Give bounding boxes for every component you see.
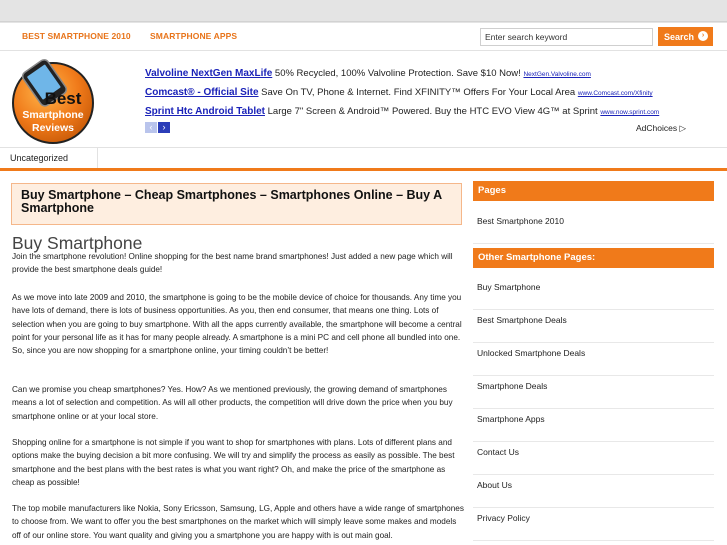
ad-row	[145, 87, 653, 98]
ad-url-link[interactable]: NextGen.Valvoline.com	[523, 71, 591, 78]
sidebar-item-privacy-policy[interactable]: Privacy Policy	[473, 508, 714, 541]
logo-line-1: Best	[44, 89, 82, 108]
top-strip	[0, 0, 727, 22]
sidebar-other-heading: Other Smartphone Pages:	[473, 248, 714, 268]
sidebar-item-unlocked-smartphone-deals[interactable]: Unlocked Smartphone Deals	[473, 343, 714, 376]
sidebar-item-contact-us[interactable]: Contact Us	[473, 442, 714, 475]
paragraph: The top mobile manufacturers like Nokia, Sony Ericsson, Samsung, LG, Apple and others have a wide range of smartphones to choose from. We want to offer you the best smartphones on the market which will simply leave some makes and models off of our online store. You want quality and giving you a smartphone you are happy with is out main goal.	[12, 504, 464, 540]
search-button[interactable]	[658, 27, 713, 46]
sidebar-item-best-smartphone-2010[interactable]: Best Smartphone 2010	[473, 211, 714, 244]
adchoices-label[interactable]: AdChoices ▷	[636, 123, 687, 133]
ad-text: 50% Recycled, 100% Valvoline Protection. Save $10 Now!	[272, 68, 524, 79]
section-heading: Buy Smartphone	[12, 233, 143, 253]
ad-text: Large 7" Screen & Android™ Powered. Buy the HTC EVO View 4G™ at Sprint	[265, 106, 601, 117]
search-input[interactable]	[480, 28, 653, 46]
logo-line-2: Smartphone	[22, 109, 84, 121]
nav-link-smartphone-apps[interactable]: SMARTPHONE APPS	[150, 31, 238, 41]
post-title[interactable]: Buy Smartphone – Cheap Smartphones – Smartphones Online – Buy A Smartphone	[21, 188, 442, 215]
sidebar-pages-heading: Pages	[473, 181, 714, 201]
paragraph: As we move into late 2009 and 2010, the smartphone is going to be the mobile device of choice for thousands. Any time you have lots of demand, there is lots of business opportunities. As you, then end consumer, that means one thing. Lots of selection when you are going to buy smartphone. With all the apps currently available, the smartphone will become a central point for your personal life as it has for many people already. A smartphone is a mini PC and cell phone all bundled into one. So, since you are now shopping for a smartphone online, your timing couldn’t be better!	[12, 293, 462, 356]
sidebar-item-buy-smartphone[interactable]: Buy Smartphone	[473, 277, 714, 310]
ad-url-link[interactable]: www.now.sprint.com	[600, 109, 660, 116]
sidebar-item-best-smartphone-deals[interactable]: Best Smartphone Deals	[473, 310, 714, 343]
logo-line-3: Reviews	[31, 122, 75, 134]
category-bar	[0, 147, 727, 169]
post-title-box	[11, 183, 462, 225]
paragraph: Can we promise you cheap smartphones? Yes. How? As we mentioned previously, the growing demand of smartphones means a lot of selection and competition. As will all other products, the competition will drive down the price when you buy smartphone online or at your local store.	[12, 385, 453, 421]
arrow-right-icon: ›	[698, 31, 708, 41]
nav-link-best-smartphone-2010[interactable]: BEST SMARTPHONE 2010	[22, 31, 131, 41]
ad-row	[145, 68, 591, 79]
ad-row	[145, 106, 659, 117]
ad-text: Save On TV, Phone & Internet. Find XFINITY™ Offers For Your Local Area	[258, 87, 578, 98]
ad-url-link[interactable]: www.Comcast.com/Xfinity	[577, 90, 653, 97]
top-nav	[0, 23, 727, 51]
site-logo[interactable]	[11, 57, 95, 145]
category-tab-uncategorized[interactable]: Uncategorized	[0, 148, 98, 169]
header-divider	[0, 168, 727, 171]
sidebar-item-about-us[interactable]: About Us	[473, 475, 714, 508]
sidebar-item-smartphone-apps[interactable]: Smartphone Apps	[473, 409, 714, 442]
ad-next-icon[interactable]: ›	[158, 122, 170, 133]
ad-title-link[interactable]: Comcast® - Official Site	[145, 87, 259, 98]
ad-title-link[interactable]: Valvoline NextGen MaxLife	[145, 68, 273, 79]
paragraph: Join the smartphone revolution! Online shopping for the best name brand smartphones! Just added a new page which will provide the best smartphone deals guide!	[12, 252, 453, 275]
paragraph: Shopping online for a smartphone is not simple if you want to shop for smartphones with plans. Lots of different plans and options make the buying decision a bit more confusing. We will try and simplify the process as easily as possible. The best smartphone and the best plans with the best rates is what you want right? Oh, and make the price of the smartphone as cheap as possible!	[12, 438, 455, 487]
search-button-label: Search	[664, 31, 695, 42]
ad-prev-icon[interactable]: ‹	[145, 122, 157, 133]
ad-title-link[interactable]: Sprint Htc Android Tablet	[145, 106, 265, 117]
sidebar-item-smartphone-deals[interactable]: Smartphone Deals	[473, 376, 714, 409]
page-body	[0, 23, 727, 545]
